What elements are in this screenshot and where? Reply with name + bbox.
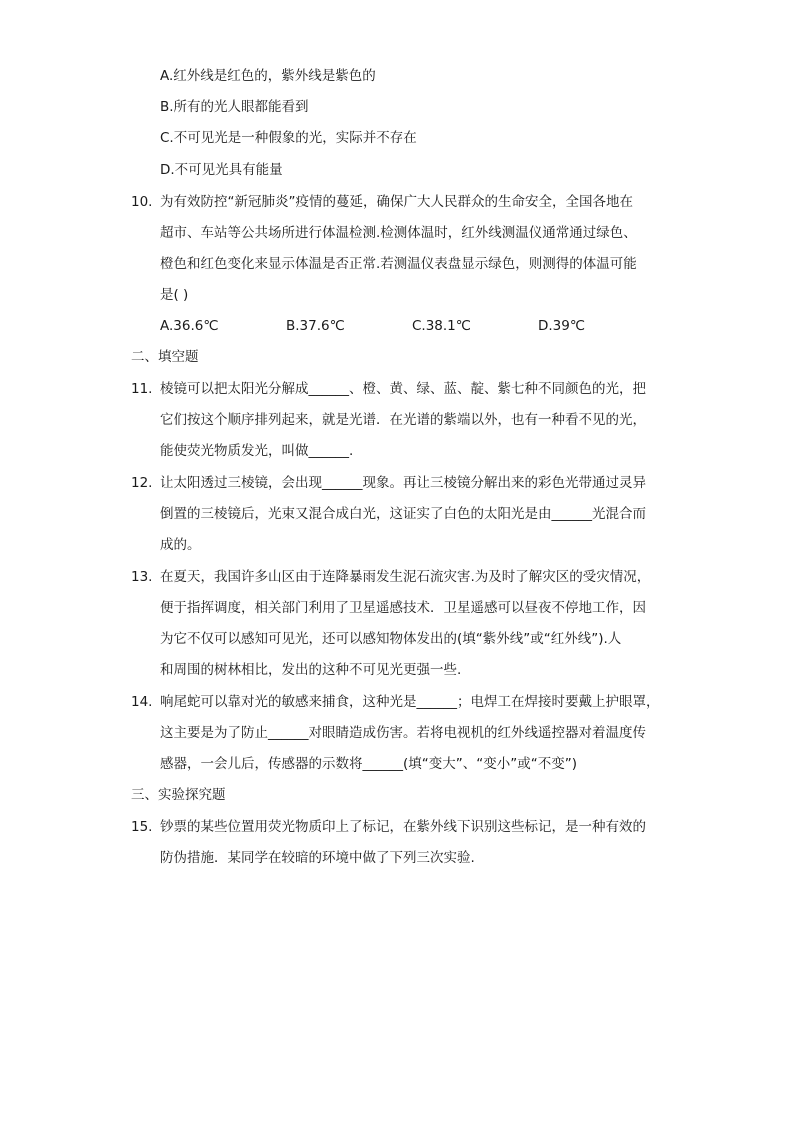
q12-number: 12. [131,475,153,491]
q11-line: 能使荧光物质发光，叫做______. [160,443,354,459]
q10-choice-a: A.36.6℃ [160,318,219,334]
q9-option-b: B.所有的光人眼都能看到 [160,99,309,115]
q15-line: 钞票的某些位置用荧光物质印上了标记，在紫外线下识别这些标记，是一种有效的 [160,819,646,835]
q10-choice-c: C.38.1℃ [412,318,471,334]
section-heading-experiment: 三、实验探究题 [131,787,226,803]
q12-line: 成的。 [160,537,201,553]
q14-number: 14. [131,694,153,710]
q14-line: 响尾蛇可以靠对光的敏感来捕食，这种光是______；电焊工在焊接时要戴上护眼罩， [160,694,660,710]
q12-line: 倒置的三棱镜后，光束又混合成白光，这证实了白色的太阳光是由______光混合而 [160,506,646,522]
q11-line: 棱镜可以把太阳光分解成______、橙、黄、绿、蓝、靛、紫七种不同颜色的光，把 [160,381,646,397]
q11-number: 11. [131,381,153,397]
q10-choice-b: B.37.6℃ [286,318,345,334]
q13-line: 为它不仅可以感知可见光，还可以感知物体发出的(填“紫外线”或“红外线”).人 [160,631,622,647]
q14-line: 感器，一会儿后，传感器的示数将______(填“变大”、“变小”或“不变”) [160,756,577,772]
q13-line: 在夏天，我国许多山区由于连降暴雨发生泥石流灾害.为及时了解灾区的受灾情况， [160,569,651,585]
q10-line: 是( ) [160,287,189,303]
q10-line: 橙色和红色变化来显示体温是否正常.若测温仪表盘显示绿色，则测得的体温可能 [160,256,637,272]
q10-number: 10. [131,194,153,210]
q10-choice-d: D.39℃ [538,318,586,334]
q10-line: 为有效防控“新冠肺炎”疫情的蔓延，确保广大人民群众的生命安全，全国各地在 [160,194,633,210]
q12-line: 让太阳透过三棱镜，会出现______现象。再让三棱镜分解出来的彩色光带通过灵异 [160,475,646,491]
q15-line: 防伪措施．某同学在较暗的环境中做了下列三次实验. [160,850,475,866]
q13-number: 13. [131,569,153,585]
q15-number: 15. [131,819,153,835]
q9-option-d: D.不可见光具有能量 [160,162,283,178]
q9-option-c: C.不可见光是一种假象的光，实际并不存在 [160,130,417,146]
q9-option-a: A.红外线是红色的，紫外线是紫色的 [160,68,376,84]
q10-line: 超市、车站等公共场所进行体温检测.检测体温时，红外线测温仪通常通过绿色、 [160,225,637,241]
q14-line: 这主要是为了防止______对眼睛造成伤害。若将电视机的红外线遥控器对着温度传 [160,725,646,741]
q13-line: 和周围的树林相比，发出的这种不可见光更强一些. [160,662,462,678]
q11-line: 它们按这个顺序排列起来，就是光谱．在光谱的紫端以外，也有一种看不见的光， [160,412,646,428]
section-heading-fill-blank: 二、填空题 [131,349,199,365]
q13-line: 便于指挥调度，相关部门利用了卫星遥感技术．卫星遥感可以昼夜不停地工作，因 [160,600,646,616]
